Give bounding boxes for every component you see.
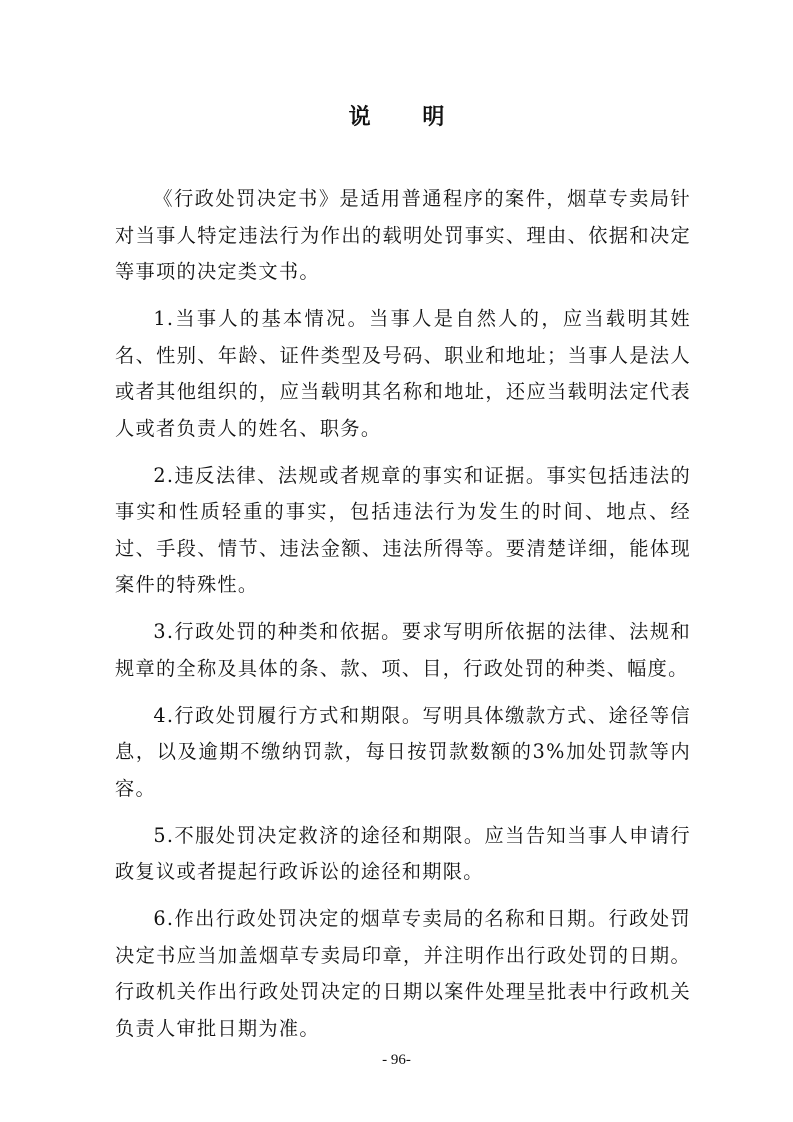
paragraph-item-1: 1.当事人的基本情况。当事人是自然人的，应当载明其姓名、性别、年龄、证件类型及号码、职业和地址；当事人是法人或者其他组织的，应当载明其名称和地址，还应当载明法定代表人或者负责人的姓名、职务。 <box>115 307 691 440</box>
paragraph-item-5: 5.不服处罚决定救济的途径和期限。应当告知当事人申请行政复议或者提起行政诉讼的途径和期限。 <box>115 823 691 883</box>
paragraph-item-2: 2.违反法律、法规或者规章的事实和证据。事实包括违法的事实和性质轻重的事实，包括违法行为发生的时间、地点、经过、手段、情节、违法金额、违法所得等。要清楚详细，能体现案件的特殊性。 <box>115 463 691 596</box>
paragraph-item-4: 4.行政处罚履行方式和期限。写明具体缴款方式、途径等信息，以及逾期不缴纳罚款，每日按罚款数额的3%加处罚款等内容。 <box>115 703 691 800</box>
paragraph-item-6: 6.作出行政处罚决定的烟草专卖局的名称和日期。行政处罚决定书应当加盖烟草专卖局印章，并注明作出行政处罚的日期。行政机关作出行政处罚决定的日期以案件处理呈批表中行政机关负责人审批日期为准。 <box>115 907 691 1040</box>
page-title: 说 明 <box>348 105 467 130</box>
page-number: - 96- <box>382 1052 411 1068</box>
paragraph-item-3: 3.行政处罚的种类和依据。要求写明所依据的法律、法规和规章的全称及具体的条、款、项、目，行政处罚的种类、幅度。 <box>115 620 691 680</box>
paragraph-intro: 《行政处罚决定书》是适用普通程序的案件，烟草专卖局针对当事人特定违法行为作出的载明处罚事实、理由、依据和决定等事项的决定类文书。 <box>115 187 691 283</box>
document-body <box>115 181 691 1058</box>
